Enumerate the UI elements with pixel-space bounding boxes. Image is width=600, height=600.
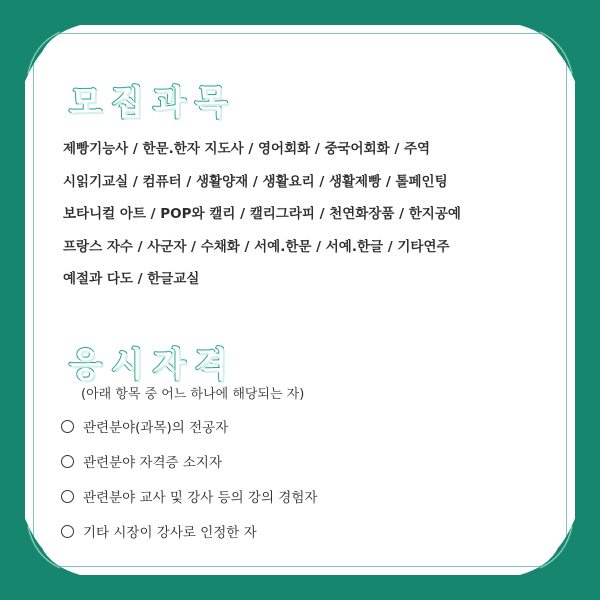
circle-bullet-icon [61, 455, 74, 468]
subjects-line: 프랑스 자수 / 사군자 / 수채화 / 서예.한문 / 서예.한글 / 기타연주 [63, 238, 450, 255]
qualification-item: 관련분야(과목)의 전공자 [83, 420, 229, 436]
list-item [61, 452, 317, 487]
qualification-list [61, 417, 317, 557]
subjects-title: 모집과목 [69, 83, 237, 123]
circle-bullet-icon [61, 490, 74, 503]
notice-card [25, 25, 575, 575]
qualification-item: 기타 시장이 강사로 인정한 자 [83, 525, 257, 541]
qualification-item: 관련분야 교사 및 강사 등의 강의 경험자 [83, 490, 318, 506]
qualification-title: 응시자격 [69, 345, 237, 385]
list-item [61, 487, 317, 522]
subjects-line: 예절과 다도 / 한글교실 [63, 271, 200, 287]
subjects-line: 제빵기능사 / 한문.한자 지도사 / 영어회화 / 중국어회화 / 주역 [63, 141, 431, 157]
qualification-item: 관련분야 자격증 소지자 [83, 455, 222, 471]
corner-ornament-icon [506, 25, 575, 94]
qualification-note: (아래 항목 중 어느 하나에 해당되는 자) [81, 387, 305, 402]
list-item [61, 417, 317, 452]
circle-bullet-icon [61, 525, 74, 538]
subjects-line: 보타니컬 아트 / POP와 캘리 / 캘리그라피 / 천연화장품 / 한지공예 [63, 206, 461, 222]
subjects-line: 시읽기교실 / 컴퓨터 / 생활양재 / 생활요리 / 생활제빵 / 톨페인팅 [63, 173, 448, 190]
corner-ornament-icon [506, 506, 575, 575]
subjects-list [63, 133, 563, 296]
circle-bullet-icon [61, 420, 74, 433]
list-item [61, 522, 317, 557]
